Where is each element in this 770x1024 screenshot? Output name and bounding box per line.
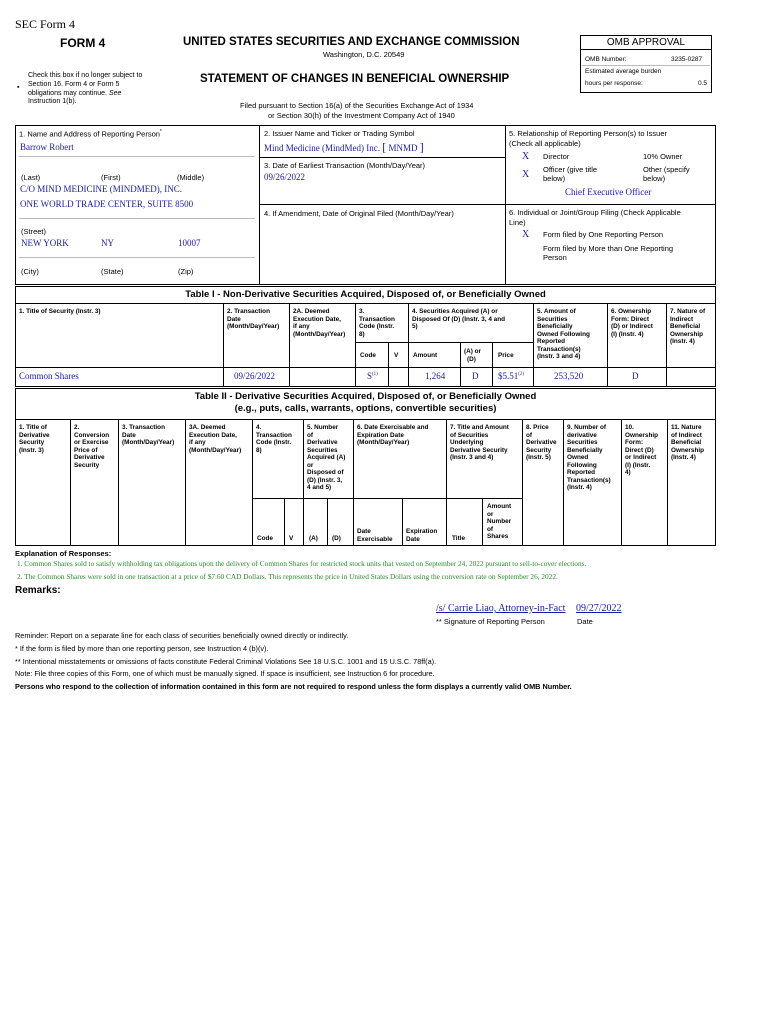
t2-sub-exercisable: Date Exercisable — [357, 528, 393, 543]
t1-row-title: Common Shares — [19, 371, 79, 381]
t1-h1: 1. Title of Security (Instr. 3) — [19, 308, 101, 315]
omb-title: OMB APPROVAL — [580, 35, 712, 50]
t1-row-form: D — [632, 371, 639, 381]
t1-sub-code: Code — [360, 352, 376, 359]
checkbox-icon[interactable]: ▪ — [17, 84, 20, 91]
filed-pursuant-2: or Section 30(h) of the Investment Company Act of 1940 — [268, 111, 455, 120]
omb-number-value: 3235-0287 — [671, 56, 703, 63]
t1-h3: 3. Transaction Code (Instr. 8) — [359, 308, 395, 338]
checkbox-text: Check this box if no longer subject to Section 16. Form 4 or Form 5 obligations may continue. See Instruction 1(b). — [28, 72, 143, 106]
officer-check[interactable]: X — [522, 169, 530, 180]
t2-h3a: 3A. Deemed Execution Date, if any (Month/Day/Year) — [189, 424, 242, 454]
t1-h5: 5. Amount of Securities Beneficially Owned Following Reported Transaction(s) (Instr. 3 and 4) — [537, 308, 590, 361]
t1-h2: 2. Transaction Date (Month/Day/Year) — [227, 308, 280, 331]
t2-h5: 5. Number of Derivative Securities Acquired (A) or Disposed of (D) (Instr. 3, 4 and 5) — [307, 424, 346, 492]
t1-row-owned: 253,520 — [554, 371, 584, 381]
t1-sub-v: V — [394, 352, 399, 359]
t2-h6: 6. Date Exercisable and Expiration Date (Month/Day/Year) — [357, 424, 429, 447]
t1-row-code: $S^{(1)}$ — [367, 371, 378, 381]
t2-h2: 2. Conversion or Exercise Price of Derivative Security — [74, 424, 110, 469]
t2-sub-expiration: Expiration Date — [406, 528, 438, 543]
zip-value: 10007 — [178, 238, 201, 248]
t1-h7: 7. Nature of Indirect Beneficial Ownership (Instr. 4) — [670, 308, 706, 346]
street-label: (Street) — [21, 227, 47, 236]
t1-sub-price: Price — [498, 352, 514, 359]
city-label: (City) — [21, 267, 39, 276]
t2-h8: 8. Price of Derivative Security (Instr. 5) — [526, 424, 557, 462]
more-persons-label: Form filed by More than One Reporting Person — [543, 244, 674, 263]
t1-row-amount: 1,264 — [425, 371, 446, 381]
one-person-label: Form filed by One Reporting Person — [543, 230, 664, 239]
box4-label: 4. If Amendment, Date of Original Filed (Month/Day/Year) — [264, 209, 454, 218]
t2-sub-amount: Amount or Number of Shares — [487, 503, 512, 541]
explanation-label: Explanation of Responses: — [15, 549, 112, 558]
state-value: NY — [101, 238, 114, 248]
filed-pursuant-1: Filed pursuant to Section 16(a) of the Securities Exchange Act of 1934 — [240, 101, 474, 110]
form-notes — [15, 630, 572, 694]
address-line-2: ONE WORLD TRADE CENTER, SUITE 8500 — [20, 199, 194, 209]
t1-h6: 6. Ownership Form: Direct (D) or Indirect (I) (Instr. 4) — [611, 308, 653, 338]
t1-sub-ad: (A) or (D) — [464, 348, 482, 363]
t2-sub-d: (D) — [332, 535, 341, 542]
t2-sub-a: (A) — [309, 535, 318, 542]
ten-percent-owner-label: 10% Owner — [643, 152, 683, 161]
note-omb: Persons who respond to the collection of information contained in this form are not required to respond unless the form displays a currently valid OMB Number. — [15, 682, 572, 692]
t2-h4: 4. Transaction Code (Instr. 8) — [256, 424, 292, 454]
first-label: (First) — [101, 173, 121, 182]
other-label: Other (specify below) — [643, 165, 690, 184]
t1-row-price: $5.51$^{(2)}$ — [498, 371, 525, 381]
t1-row-date: 09/26/2022 — [234, 371, 276, 381]
t1-h2a: 2A. Deemed Execution Date, if any (Month/Day/Year) — [293, 308, 346, 338]
reporting-person-name: Barrow Robert — [20, 142, 74, 152]
t2-h11: 11. Nature of Indirect Beneficial Ownership (Instr. 4) — [671, 424, 705, 462]
director-check[interactable]: X — [522, 151, 530, 162]
omb-burden-label-1: Estimated average burden — [585, 68, 662, 75]
remarks-label: Remarks: — [15, 585, 61, 596]
box1-label: 1. Name and Address of Reporting Person* — [19, 129, 162, 139]
note-reminder: Reminder: Report on a separate line for each class of securities beneficially owned directly or indirectly. — [15, 631, 349, 640]
t2-sub-v: V — [289, 535, 294, 542]
t1-row-ad: D — [472, 371, 479, 381]
one-person-check[interactable]: X — [522, 229, 530, 240]
note-misstatements: ** Intentional misstatements or omissions of facts constitute Federal Criminal Violations See 18 U.S.C. 1001 and 15 U.S.C. 78ff(a). — [15, 656, 437, 666]
table-2-title: Table II - Derivative Securities Acquired, Disposed of, or Beneficially Owned (e.g., puts, calls, warrants, options, convertible securities) — [194, 391, 537, 414]
last-label: (Last) — [21, 173, 41, 182]
box6-label: 6. Individual or Joint/Group Filing (Check Applicable Line) — [509, 208, 681, 227]
statement-title: STATEMENT OF CHANGES IN BENEFICIAL OWNERSHIP — [200, 73, 510, 85]
t2-sub-title: Title — [452, 535, 466, 542]
commission-city: Washington, D.C. 20549 — [323, 50, 405, 59]
sec-form-label: SEC Form 4 — [15, 17, 76, 31]
middle-label: (Middle) — [177, 173, 205, 182]
issuer-name: Mind Medicine (MindMed) Inc. [ MNMD ] — [264, 140, 424, 154]
omb-burden-label-2: hours per response: — [585, 80, 643, 87]
state-label: (State) — [101, 267, 124, 276]
table-1-title: Table I - Non-Derivative Securities Acquired, Disposed of, or Beneficially Owned — [185, 289, 546, 300]
t2-sub-code: Code — [257, 535, 273, 542]
signature-value: /s/ Carrie Liao, Attorney-in-Fact — [436, 603, 566, 614]
note-copies: Note: File three copies of this Form, one of which must be manually signed. If space is insufficient, see Instruction 6 for procedure. — [15, 669, 435, 679]
omb-number-label: OMB Number: — [585, 56, 627, 63]
commission-title: UNITED STATES SECURITIES AND EXCHANGE COMMISSION — [183, 36, 520, 48]
box2-label: 2. Issuer Name and Ticker or Trading Symbol — [264, 129, 415, 138]
officer-label: Officer (give title below) — [543, 165, 598, 184]
omb-burden-value: 0.5 — [698, 80, 708, 87]
t2-h3: 3. Transaction Date (Month/Day/Year) — [122, 424, 175, 447]
earliest-transaction-date: 09/26/2022 — [264, 172, 306, 182]
t2-h1: 1. Title of Derivative Security (Instr. 3) — [19, 424, 50, 454]
officer-title: Chief Executive Officer — [565, 187, 652, 197]
signature-label: ** Signature of Reporting Person — [436, 617, 545, 626]
t2-h7: 7. Title and Amount of Securities Underlying Derivative Security (Instr. 3 and 4) — [450, 424, 509, 462]
zip-label: (Zip) — [178, 267, 194, 276]
signature-date-label: Date — [577, 617, 593, 626]
t2-h10: 10. Ownership Form: Direct (D) or Indirect (I) (Instr. 4) — [625, 424, 659, 477]
t2-h9: 9. Number of derivative Securities Beneficially Owned Following Reported Transaction(s) (Instr. 4) — [567, 424, 611, 492]
t1-sub-amount: Amount — [413, 352, 438, 359]
city-value: NEW YORK — [21, 238, 69, 248]
address-line-1: C/O MIND MEDICINE (MINDMED), INC. — [20, 184, 182, 194]
t1-h4: 4. Securities Acquired (A) or Disposed Of (D) (Instr. 3, 4 and 5) — [412, 308, 506, 331]
footnote-2: 2. The Common Shares were sold in one transaction at a price of $7.60 CAD Dollars. This represents the price in United States Dollars using the conversion rate on September 26, 2022. — [17, 572, 558, 581]
box3-label: 3. Date of Earliest Transaction (Month/Day/Year) — [264, 161, 426, 170]
box5-label: 5. Relationship of Reporting Person(s) to Issuer (Check all applicable) — [509, 129, 667, 148]
signature-date: 09/27/2022 — [576, 603, 622, 614]
note-multiple-persons: * If the form is filed by more than one reporting person, see Instruction 4 (b)(v). — [15, 643, 269, 653]
form-title: FORM 4 — [60, 36, 106, 50]
director-label: Director — [543, 152, 570, 161]
footnote-1: 1. Common Shares sold to satisfy withholding tax obligations upon the delivery of Common Shares for restricted stock units that vested on September 24, 2022 pursuant to sell-to-cover elections. — [17, 559, 587, 568]
